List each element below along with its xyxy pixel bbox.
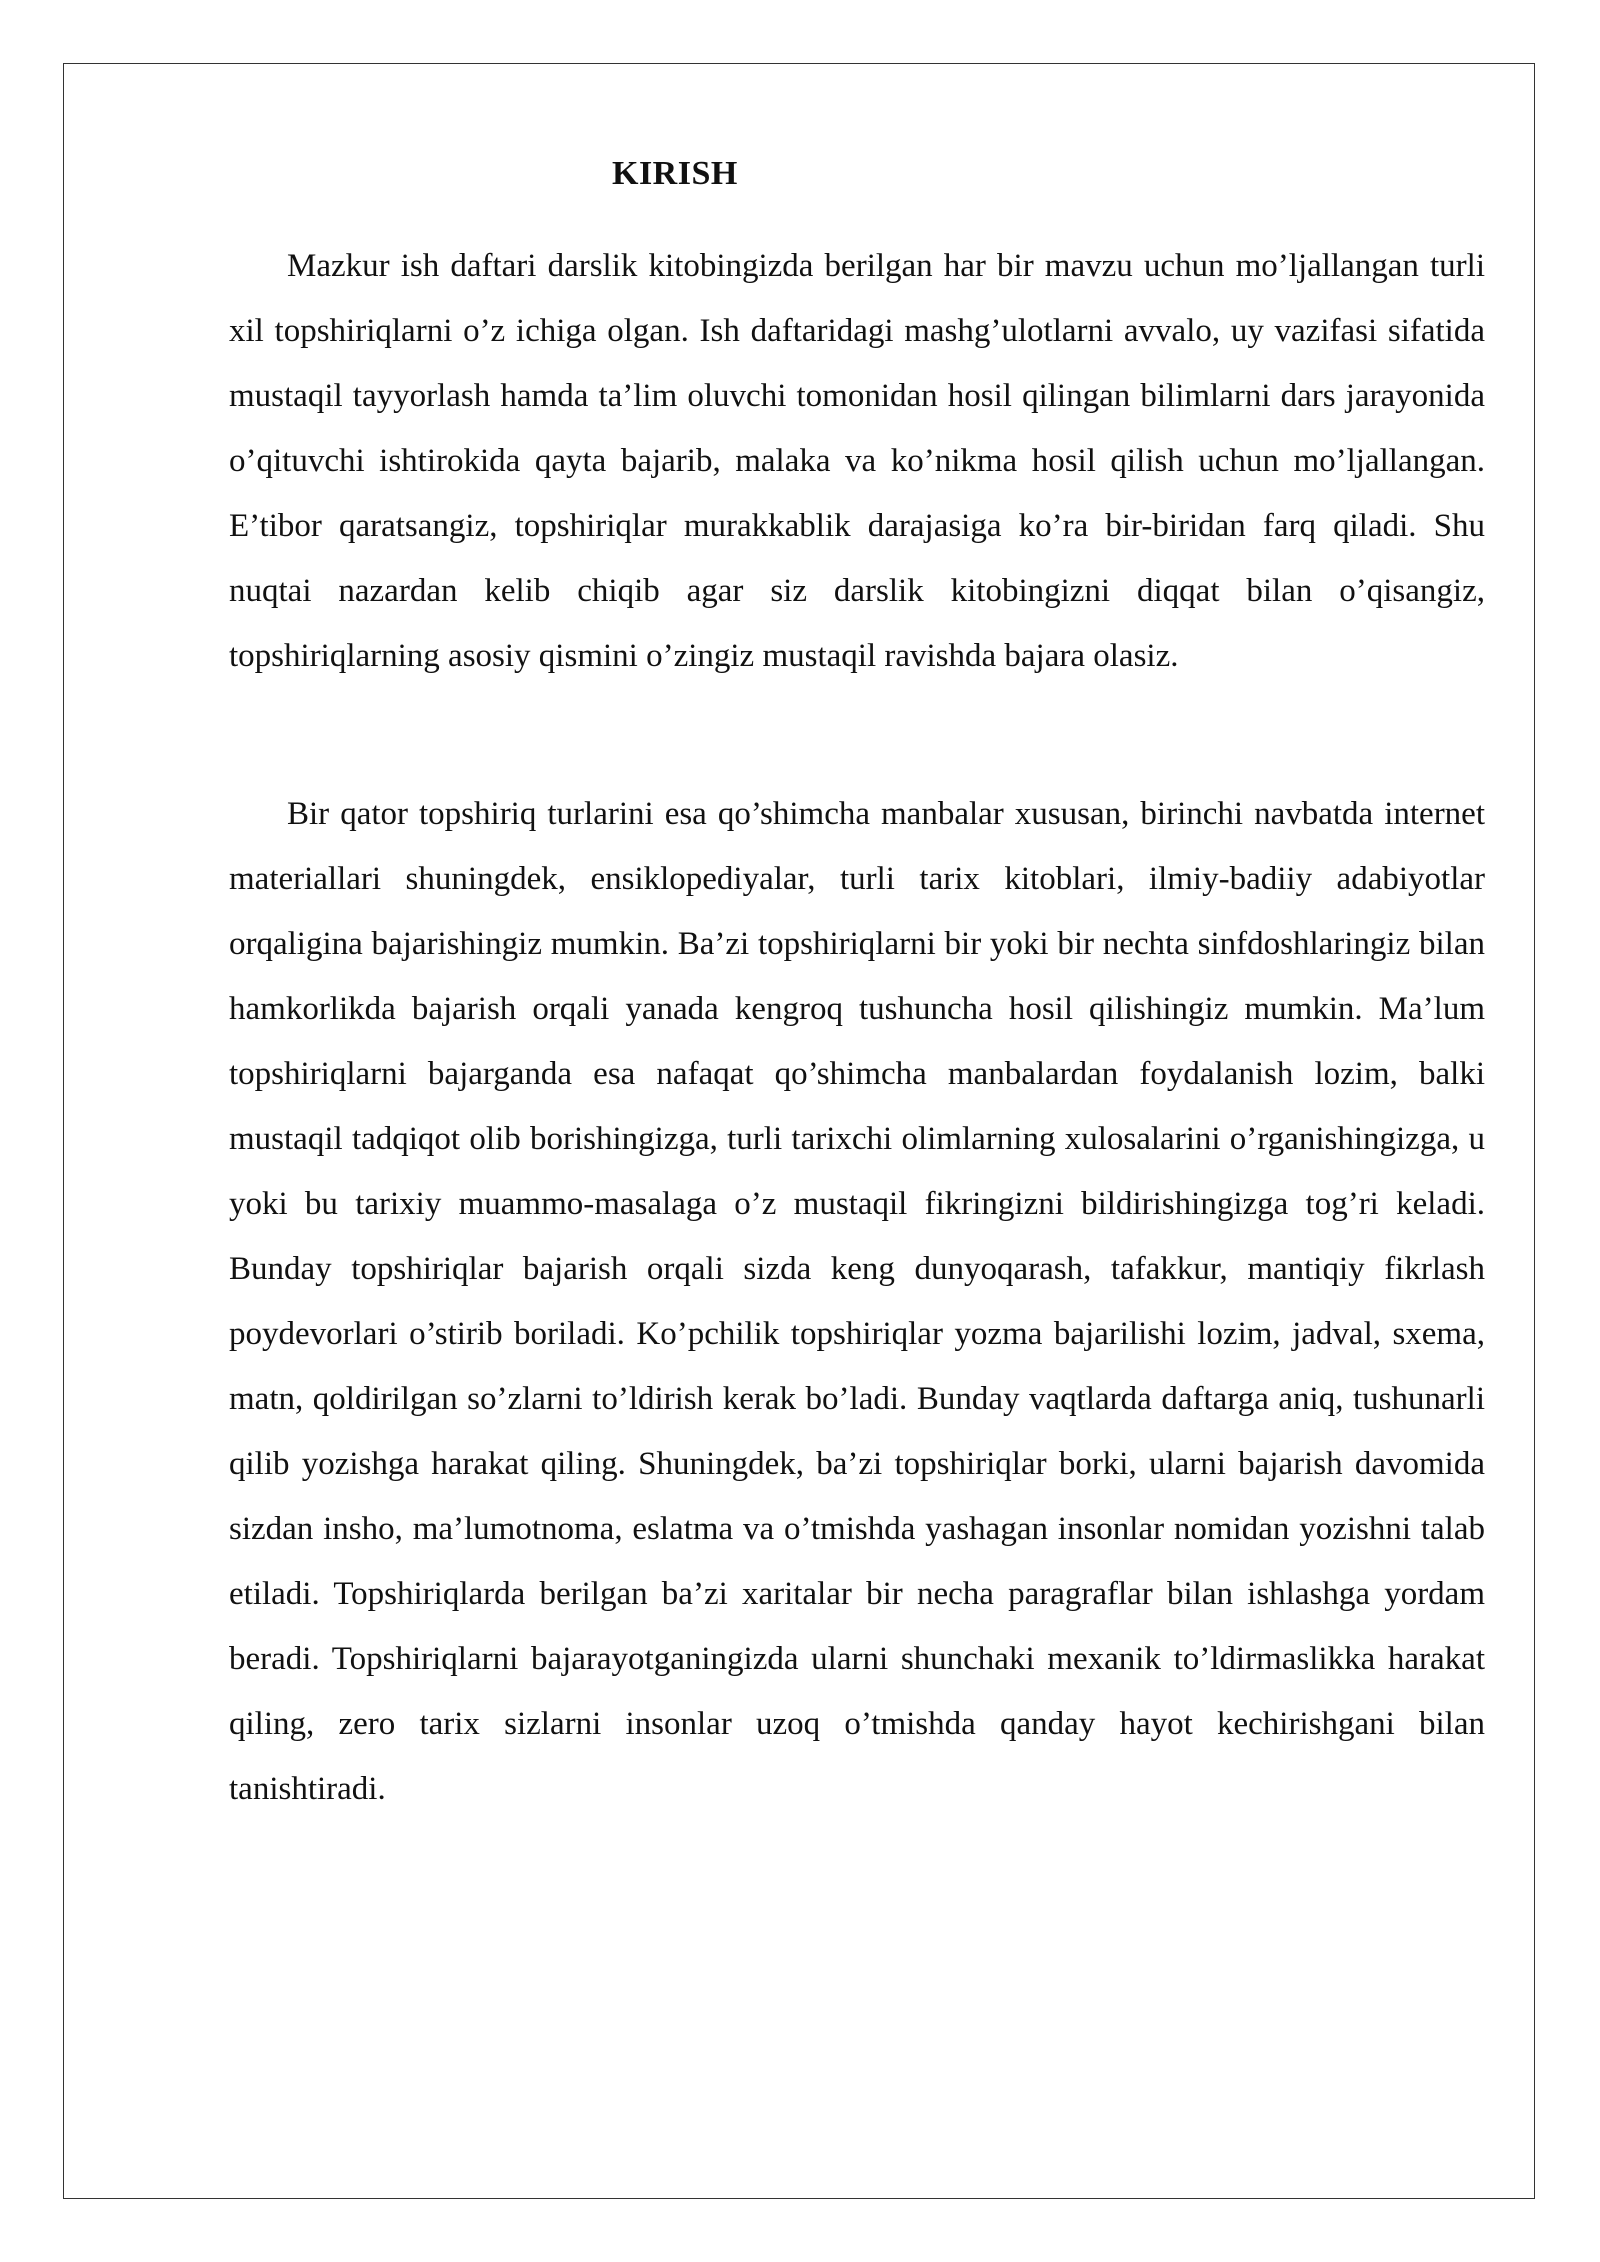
paragraph-2: Bir qator topshiriq turlarini esa qo’shimcha manbalar xususan, birinchi navbatda internet materiallari shuningdek, ensiklopediyalar, turli tarix kitoblari, ilmiy-badiiy adabiyotlar orqaligina bajarishingiz mumkin. Ba’zi topshiriqlarni bir yoki bir nechta sinfdoshlaringiz bilan hamkorlikda bajarish orqali yanada kengroq tushuncha hosil qilishingiz mumkin. Ma’lum topshiriqlarni bajarganda esa nafaqat qo’shimcha manbalardan foydalanish lozim, balki mustaqil tadqiqot olib borishingizga, turli tarixchi olimlarning xulosalarini o’rganishingizga, u yoki bu tarixiy muammo-masalaga o’z mustaqil fikringizni bildirishingizga tog’ri keladi. Bunday topshiriqlar bajarish orqali sizda keng dunyoqarash, tafakkur, mantiqiy fikrlash poydevorlari o’stirib boriladi. Ko’pchilik topshiriqlar yozma bajarilishi lozim, jadval, sxema, matn, qoldirilgan so’zlarni to’ldirish kerak bo’ladi. Bunday vaqtlarda daftarga aniq, tushunarli qilib yozishga harakat qiling. Shuningdek, ba’zi topshiriqlar borki, ularni bajarish davomida sizdan insho, ma’lumotnoma, eslatma va o’tmishda yashagan insonlar nomidan yozishni talab etiladi. Topshiriqlarda berilgan ba’zi xaritalar bir necha paragraflar bilan ishlashga yordam beradi. Topshiriqlarni bajarayotganingizda ularni shunchaki mexanik to’ldirmaslikka harakat qiling, zero tarix sizlarni insonlar uzoq o’tmishda qanday hayot kechirishgani bilan tanishtiradi. [229,796,1485,1807]
page-title: KIRISH [612,155,738,192]
paragraph-1: Mazkur ish daftari darslik kitobingizda berilgan har bir mavzu uchun mo’ljallangan turli xil topshiriqlarni o’z ichiga olgan. Ish daftaridagi mashg’ulotlarni avvalo, uy vazifasi sifatida mustaqil tayyorlash hamda ta’lim oluvchi tomonidan hosil qilingan bilimlarni dars jarayonida o’qituvchi ishtirokida qayta bajarib, malaka va ko’nikma hosil qilish uchun mo’ljallangan. E’tibor qaratsangiz, topshiriqlar murakkablik darajasiga ko’ra bir-biridan farq qiladi. Shu nuqtai nazardan kelib chiqib agar siz darslik kitobingizni diqqat bilan o’qisangiz, topshiriqlarning asosiy qismini o’zingiz mustaqil ravishda bajara olasiz. [229,248,1485,674]
